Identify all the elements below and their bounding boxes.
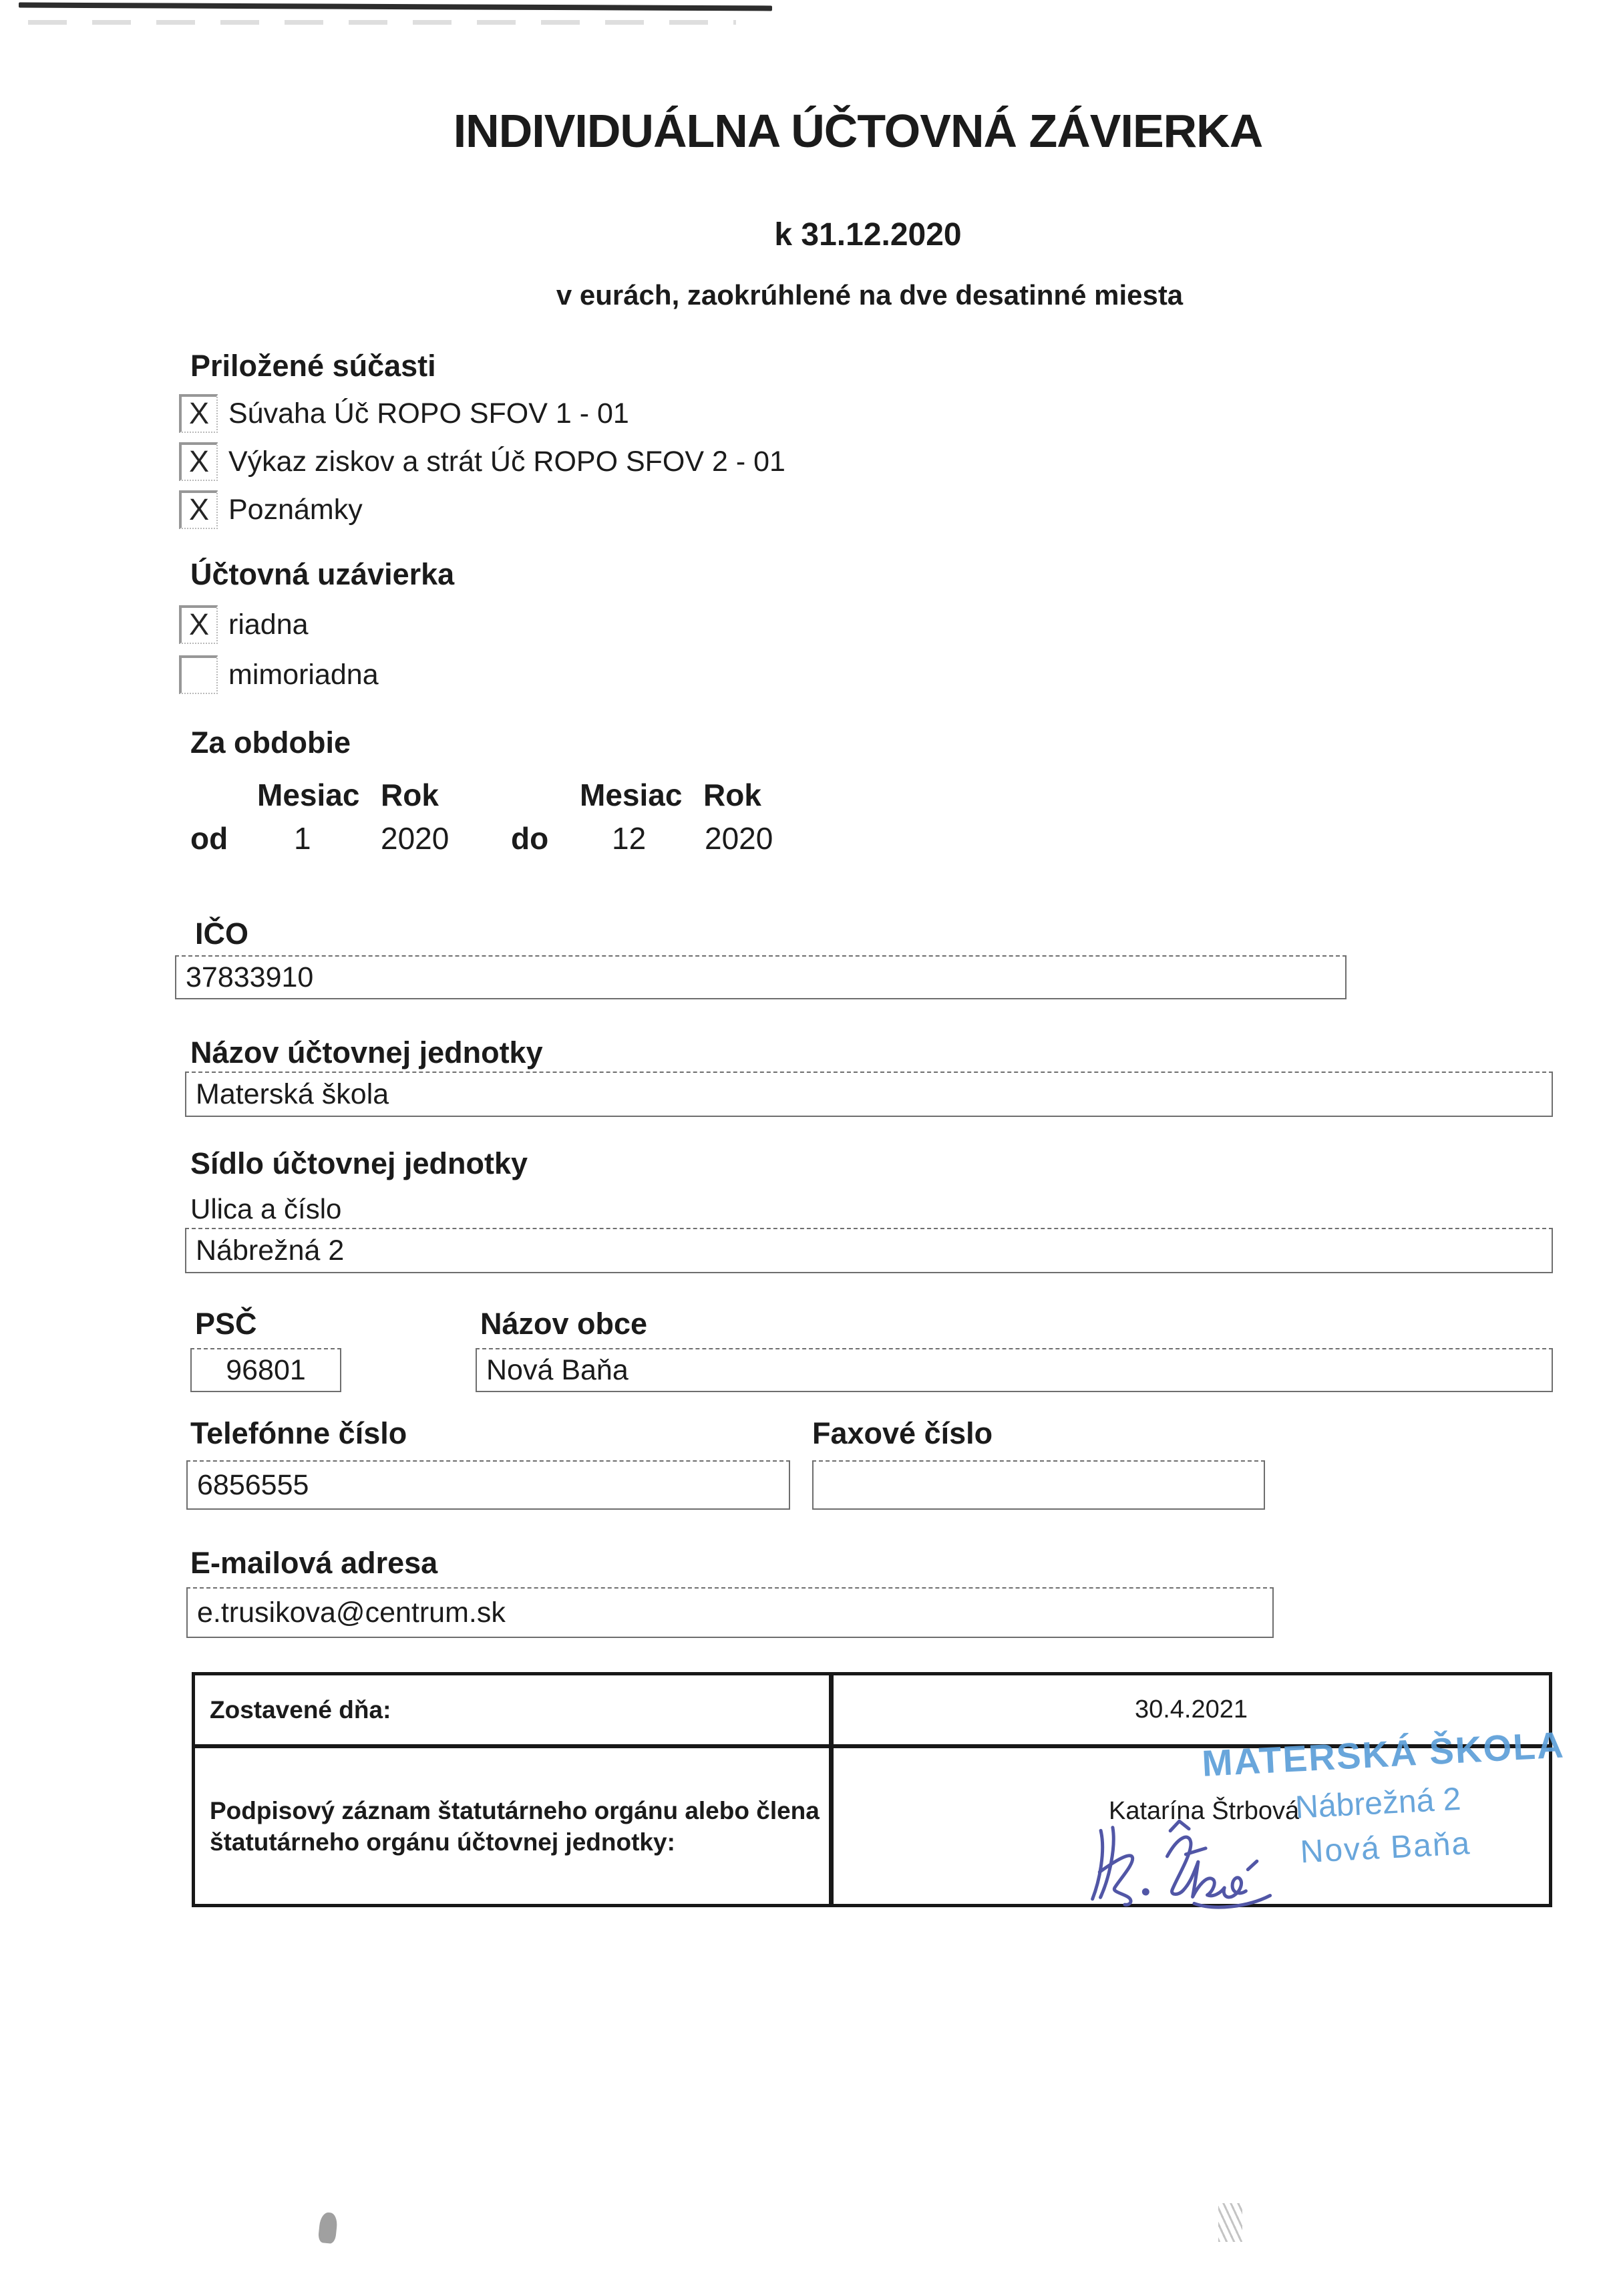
zip-value: 96801 — [226, 1353, 306, 1386]
ico-field[interactable] — [175, 955, 1347, 999]
street-field[interactable] — [185, 1228, 1553, 1273]
closing-heading: Účtovná uzávierka — [190, 557, 455, 591]
period-year-header-from: Rok — [381, 778, 439, 812]
period-from-month: 1 — [294, 821, 311, 856]
checkbox-label: mimoriadna — [228, 658, 379, 691]
period-month-header-to: Mesiac — [580, 778, 683, 812]
phone-field[interactable] — [186, 1460, 790, 1510]
entity-name-field[interactable] — [185, 1072, 1553, 1117]
signature-statement-cell — [195, 1748, 834, 1904]
compiled-label: Zostavené dňa: — [210, 1696, 391, 1724]
as-of-date: k 31.12.2020 — [774, 217, 962, 253]
email-value: e.trusikova@centrum.sk — [197, 1596, 506, 1629]
scan-artifact-line — [19, 3, 772, 11]
period-month-header-from: Mesiac — [257, 778, 360, 812]
attachments-heading: Priložené súčasti — [190, 349, 436, 383]
city-label: Názov obce — [480, 1307, 648, 1341]
signatory-name: Katarína Štrbová — [1109, 1797, 1300, 1825]
checkbox-suvaha[interactable]: X — [179, 394, 218, 433]
closing-row-riadna — [179, 605, 309, 644]
period-from-label: od — [190, 821, 228, 856]
entity-name-value: Materská škola — [196, 1078, 389, 1110]
city-value: Nová Baňa — [486, 1353, 629, 1386]
checkbox-label: riadna — [228, 608, 309, 641]
attachment-row-suvaha — [179, 394, 629, 433]
compiled-date: 30.4.2021 — [1134, 1695, 1248, 1724]
fax-field[interactable] — [812, 1460, 1265, 1510]
city-field[interactable] — [476, 1348, 1553, 1392]
email-label: E-mailová adresa — [190, 1546, 438, 1580]
closing-row-mimoriadna — [179, 655, 379, 694]
ico-value: 37833910 — [186, 961, 314, 993]
attachment-row-vykaz — [179, 442, 785, 481]
phone-value: 6856555 — [197, 1468, 309, 1501]
checkbox-label: Výkaz ziskov a strát Úč ROPO SFOV 2 - 01 — [228, 445, 785, 478]
checkbox-label: Súvaha Úč ROPO SFOV 1 - 01 — [228, 397, 629, 430]
period-to-month: 12 — [612, 821, 647, 856]
email-field[interactable] — [186, 1587, 1274, 1638]
scan-artifact-smudge — [1218, 2203, 1242, 2242]
entity-name-label: Názov účtovnej jednotky — [190, 1035, 543, 1070]
checkbox-riadna[interactable]: X — [179, 605, 218, 644]
form-title: INDIVIDUÁLNA ÚČTOVNÁ ZÁVIERKA — [453, 105, 1263, 157]
phone-label: Telefónne číslo — [190, 1416, 407, 1450]
compiled-label-cell — [195, 1675, 834, 1744]
attachment-row-poznamky — [179, 490, 363, 529]
period-from-year: 2020 — [381, 821, 450, 856]
stamp-line1: MATERSKÁ ŠKOLA — [1201, 1724, 1566, 1784]
scan-artifact-smudge — [318, 2212, 339, 2244]
stamp-line2: Nábrežná 2 — [1294, 1781, 1462, 1826]
signature-statement-line1: Podpisový záznam štatutárneho orgánu alebo člena — [210, 1796, 820, 1824]
checkbox-label: Poznámky — [228, 493, 363, 526]
fax-label: Faxové číslo — [812, 1416, 993, 1450]
handwritten-signature — [1077, 1812, 1288, 1920]
period-to-label: do — [511, 821, 549, 856]
stamp-line3: Nová Baňa — [1299, 1826, 1472, 1870]
period-heading: Za obdobie — [190, 725, 351, 760]
checkbox-vykaz[interactable]: X — [179, 442, 218, 481]
street-value: Nábrežná 2 — [196, 1234, 345, 1267]
scan-artifact-dashes — [28, 20, 736, 25]
zip-field[interactable] — [190, 1348, 341, 1392]
seat-heading: Sídlo účtovnej jednotky — [190, 1146, 528, 1180]
checkbox-poznamky[interactable]: X — [179, 490, 218, 529]
zip-label: PSČ — [195, 1307, 257, 1341]
street-label: Ulica a číslo — [190, 1193, 342, 1224]
ico-label: IČO — [195, 917, 249, 951]
signature-statement-line2: štatutárneho orgánu účtovnej jednotky: — [210, 1828, 675, 1856]
period-to-year: 2020 — [705, 821, 773, 856]
checkbox-mimoriadna[interactable] — [179, 655, 218, 694]
period-year-header-to: Rok — [703, 778, 761, 812]
rounding-note: v eurách, zaokrúhlené na dve desatinné miesta — [556, 279, 1184, 311]
